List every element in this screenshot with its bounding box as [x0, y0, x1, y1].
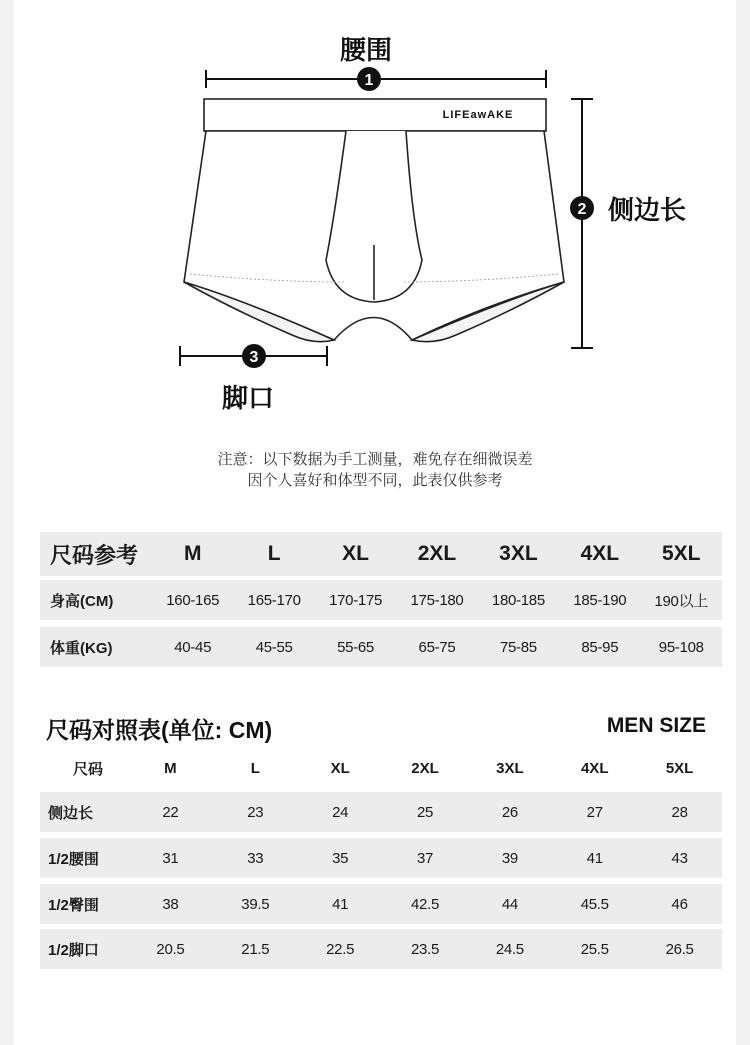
size-chart-header-size: 3XL — [496, 759, 524, 777]
table-cell: 43 — [671, 849, 688, 867]
row-label: 1/2腰围 — [48, 850, 99, 868]
size-chart-header-label: 尺码 — [72, 760, 103, 778]
table-cell: 40-45 — [174, 638, 212, 656]
table-cell: 170-175 — [329, 591, 383, 609]
reference-row-height — [40, 580, 722, 620]
size-chart-header — [40, 748, 722, 788]
note-line-1: 注意：以下数据为手工测量，难免存在细微误差 — [217, 451, 533, 468]
row-label: 体重(KG) — [50, 639, 113, 657]
waist-number: 1 — [364, 72, 374, 89]
table-cell: 24.5 — [495, 940, 524, 958]
table-cell: 45.5 — [580, 895, 609, 913]
reference-table-header — [40, 532, 722, 576]
waist-label: 腰围 — [340, 35, 393, 65]
size-chart-header-size: 5XL — [665, 759, 694, 777]
size-chart-row-leg — [40, 929, 722, 969]
table-cell: 37 — [416, 849, 434, 867]
row-label: 1/2臀围 — [48, 896, 99, 914]
table-cell: 95-108 — [658, 638, 704, 656]
table-cell: 21.5 — [241, 940, 270, 958]
underwear-diagram — [14, 0, 736, 420]
reference-row-weight — [40, 627, 722, 667]
table-cell: 75-85 — [499, 638, 537, 656]
table-cell: 165-170 — [247, 591, 301, 609]
size-chart-header-size: XL — [330, 759, 350, 777]
table-cell: 180-185 — [491, 591, 545, 609]
table-cell: 38 — [162, 895, 179, 913]
table-cell: 22.5 — [326, 940, 355, 958]
table-cell: 55-65 — [337, 638, 374, 656]
table-cell: 42.5 — [411, 895, 439, 913]
table-cell: 26 — [501, 803, 518, 821]
reference-header-size: L — [267, 542, 281, 565]
row-label: 1/2脚口 — [48, 941, 99, 959]
row-label: 侧边长 — [48, 804, 94, 822]
table-cell: 41 — [332, 895, 349, 913]
table-cell: 85-95 — [581, 638, 619, 656]
size-chart-title: 尺码对照表(单位: CM) — [46, 717, 273, 743]
table-cell: 39 — [501, 849, 518, 867]
page — [14, 0, 736, 1045]
size-chart-header-size: 4XL — [580, 759, 609, 777]
table-cell: 46 — [671, 895, 688, 913]
reference-header-size: 3XL — [499, 542, 538, 565]
size-chart-header-size: 2XL — [411, 759, 439, 777]
side-number: 2 — [577, 201, 587, 218]
side-dimension — [571, 99, 593, 348]
table-cell: 160-165 — [166, 591, 220, 609]
table-cell: 44 — [501, 895, 518, 913]
size-chart-header-size: L — [250, 759, 260, 777]
brand-logo: LIFEawAKE — [442, 109, 514, 121]
table-cell: 26.5 — [665, 940, 694, 958]
row-label: 身高(CM) — [50, 592, 114, 610]
table-cell: 33 — [247, 849, 264, 867]
table-cell: 190以上 — [654, 592, 708, 610]
reference-header-size: M — [183, 542, 202, 565]
table-cell: 23 — [247, 803, 264, 821]
reference-header-size: 5XL — [661, 542, 701, 565]
reference-header-size: 2XL — [417, 542, 457, 565]
table-cell: 24 — [332, 803, 349, 821]
table-cell: 25 — [416, 803, 434, 821]
size-chart-row-waist — [40, 838, 722, 878]
table-cell: 31 — [162, 849, 179, 867]
table-cell: 23.5 — [411, 940, 439, 958]
leg-number: 3 — [249, 349, 259, 366]
table-cell: 39.5 — [241, 895, 270, 913]
table-cell: 35 — [332, 849, 349, 867]
table-cell: 25.5 — [580, 940, 609, 958]
side-label: 侧边长 — [608, 195, 687, 225]
reference-header-size: 4XL — [580, 542, 620, 565]
table-cell: 185-190 — [573, 591, 627, 609]
table-cell: 175-180 — [410, 591, 464, 609]
table-cell: 65-75 — [418, 638, 456, 656]
reference-header-label: 尺码参考 — [50, 542, 139, 568]
table-cell: 27 — [586, 803, 603, 821]
leg-label: 脚口 — [222, 383, 275, 413]
table-cell: 28 — [671, 803, 688, 821]
table-cell: 22 — [162, 803, 179, 821]
table-cell: 20.5 — [156, 940, 185, 958]
table-cell: 41 — [586, 849, 603, 867]
size-chart-row-side — [40, 792, 722, 832]
note-line-2: 因个人喜好和体型不同，此表仅供参考 — [247, 472, 503, 489]
reference-header-size: XL — [342, 542, 369, 565]
garment-outline — [184, 99, 564, 342]
size-chart-header-size: M — [164, 759, 177, 777]
size-chart-row-hip — [40, 884, 722, 924]
table-cell: 45-55 — [255, 638, 293, 656]
men-size-tag: MEN SIZE — [606, 714, 706, 737]
